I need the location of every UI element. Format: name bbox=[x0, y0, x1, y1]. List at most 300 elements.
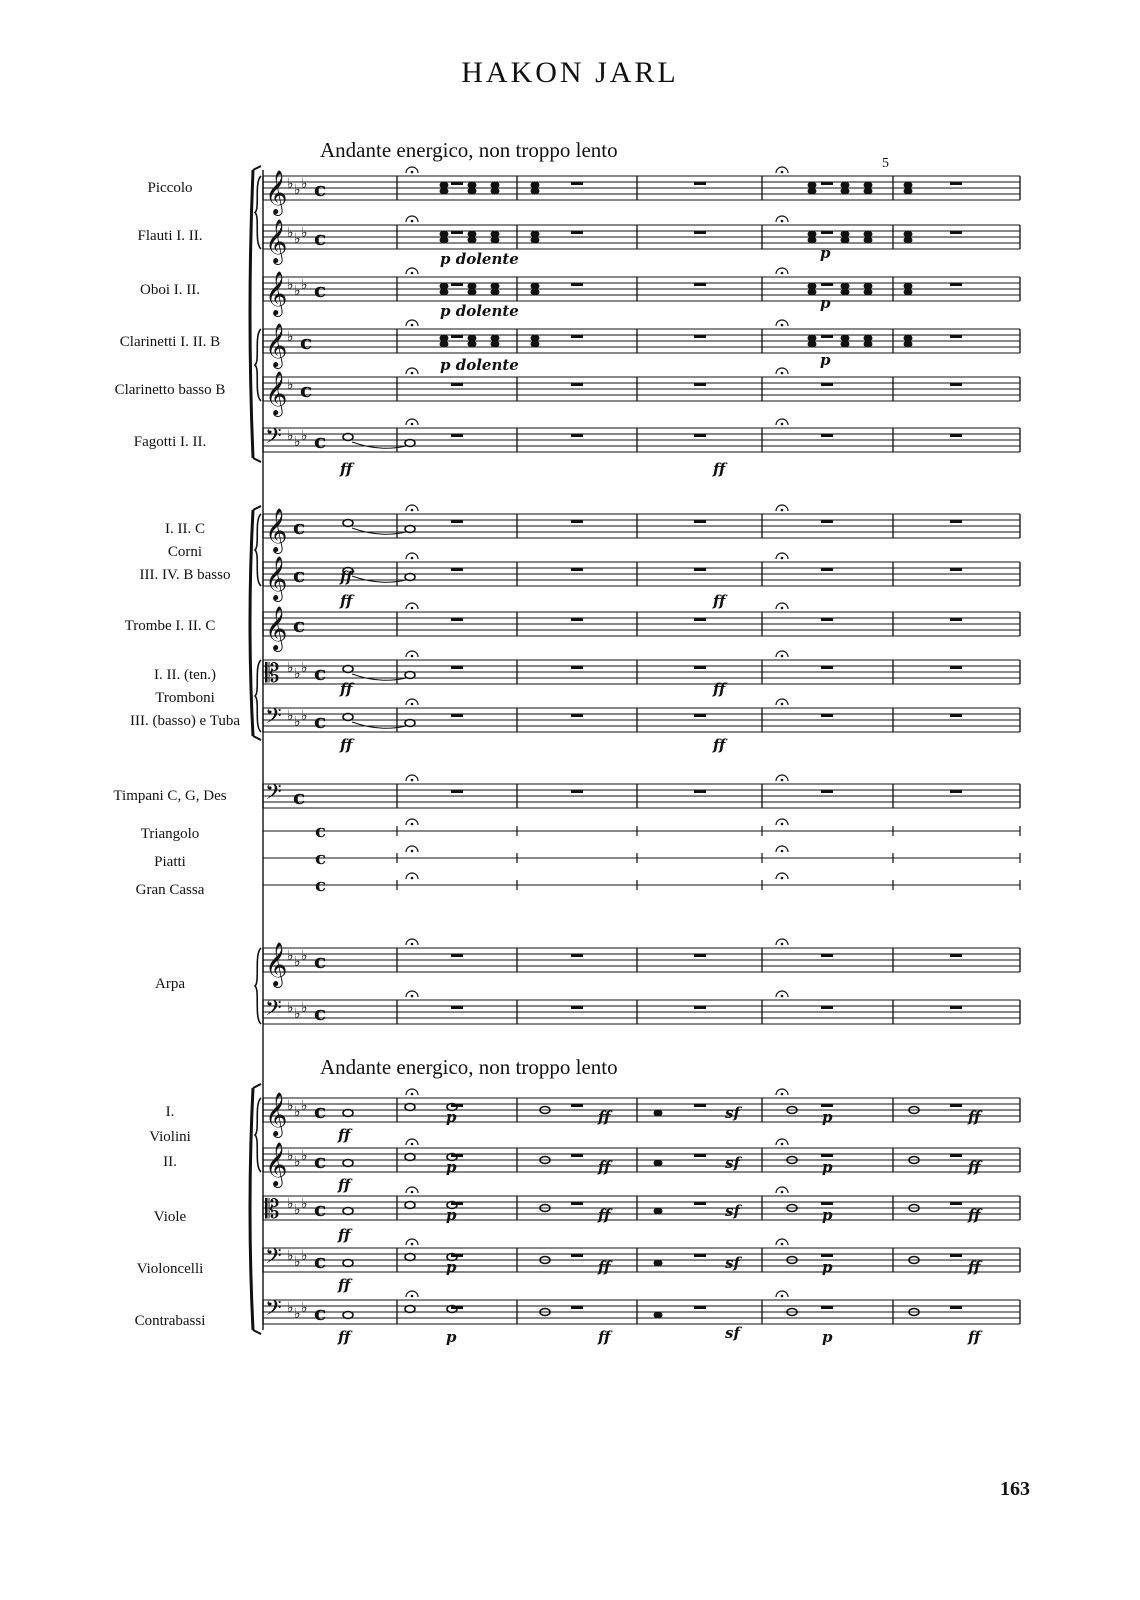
note-head bbox=[491, 335, 500, 342]
dynamic-marking: ff bbox=[340, 736, 353, 754]
rest bbox=[451, 434, 463, 437]
rest bbox=[950, 1202, 962, 1205]
clef-g: 𝄞 bbox=[265, 1142, 288, 1186]
flat-sign: ♭ bbox=[294, 231, 301, 247]
rest bbox=[694, 1006, 706, 1009]
dynamic-marking: p bbox=[822, 1108, 833, 1126]
flat-sign: ♭ bbox=[301, 1098, 308, 1114]
note-head bbox=[531, 237, 540, 244]
fermata-dot bbox=[781, 1143, 784, 1146]
dynamic-marking: ff bbox=[968, 1108, 981, 1126]
fermata-dot bbox=[411, 372, 414, 375]
rest bbox=[950, 1254, 962, 1257]
flat-sign: ♭ bbox=[294, 954, 301, 970]
dynamic-marking: sf bbox=[725, 1154, 740, 1172]
rest bbox=[694, 714, 706, 717]
note-head bbox=[904, 237, 913, 244]
rest bbox=[571, 1104, 583, 1107]
dynamic-marking: p bbox=[446, 1328, 457, 1346]
note-head bbox=[491, 188, 500, 195]
label-corni-3: III. IV. B basso bbox=[139, 567, 231, 583]
clef-g: 𝄞 bbox=[265, 219, 288, 263]
clef-c: 𝄡 bbox=[265, 659, 280, 689]
fermata-dot bbox=[411, 607, 414, 610]
rest bbox=[821, 666, 833, 669]
time-signature: c bbox=[293, 515, 306, 539]
note-head bbox=[904, 231, 913, 238]
rest bbox=[694, 666, 706, 669]
rest bbox=[694, 182, 706, 185]
flat-sign: ♭ bbox=[294, 283, 301, 299]
dolente-marking: p dolente bbox=[440, 356, 519, 374]
note-head bbox=[864, 341, 873, 348]
rest bbox=[571, 182, 583, 185]
flat-sign: ♭ bbox=[301, 428, 308, 444]
dynamic-marking: sf bbox=[725, 1324, 740, 1342]
label-arpa: Arpa bbox=[155, 976, 185, 992]
note-head bbox=[808, 188, 817, 195]
dynamic-marking: p bbox=[446, 1206, 457, 1224]
note-head bbox=[531, 231, 540, 238]
note-head bbox=[654, 1110, 663, 1117]
rest bbox=[451, 283, 463, 286]
rest bbox=[694, 231, 706, 234]
dynamic-marking: sf bbox=[725, 1254, 740, 1272]
dynamic-marking: ff bbox=[338, 1176, 351, 1194]
note-head bbox=[468, 283, 477, 290]
dynamic-marking: ff bbox=[713, 592, 726, 610]
brace-trombones bbox=[255, 660, 261, 732]
note-head bbox=[808, 237, 817, 244]
note-head bbox=[841, 237, 850, 244]
flat-sign: ♭ bbox=[287, 660, 294, 676]
note-head bbox=[864, 182, 873, 189]
flat-sign: ♭ bbox=[301, 225, 308, 241]
time-signature: c bbox=[314, 226, 327, 250]
note-head bbox=[468, 335, 477, 342]
measure-number: 5 bbox=[882, 156, 889, 171]
fermata-dot bbox=[411, 1191, 414, 1194]
fermata-dot bbox=[781, 171, 784, 174]
dynamic-marking: ff bbox=[340, 568, 353, 586]
fermata-dot bbox=[411, 823, 414, 826]
flat-sign: ♭ bbox=[287, 277, 294, 293]
rest bbox=[821, 182, 833, 185]
tempo-marking-top: Andante energico, non troppo lento bbox=[320, 138, 618, 162]
time-signature: c bbox=[293, 613, 306, 637]
fermata-dot bbox=[781, 1191, 784, 1194]
rest bbox=[571, 666, 583, 669]
flat-sign: ♭ bbox=[287, 176, 294, 192]
flat-sign: ♭ bbox=[294, 666, 301, 682]
rest bbox=[694, 383, 706, 386]
label-oboi: Oboi I. II. bbox=[140, 282, 200, 298]
dynamic-marking: ff bbox=[968, 1328, 981, 1346]
note-head bbox=[440, 289, 449, 296]
fermata-dot bbox=[781, 943, 784, 946]
note-head bbox=[904, 335, 913, 342]
rest bbox=[950, 568, 962, 571]
tie bbox=[352, 674, 406, 680]
rest bbox=[950, 1006, 962, 1009]
rest bbox=[451, 182, 463, 185]
note-head bbox=[841, 188, 850, 195]
rest bbox=[451, 666, 463, 669]
fermata-dot bbox=[781, 372, 784, 375]
bracket-woodwinds-hook bbox=[253, 166, 261, 170]
flat-sign: ♭ bbox=[301, 708, 308, 724]
fermata-dot bbox=[411, 703, 414, 706]
fermata-dot bbox=[411, 1243, 414, 1246]
label-trombe: Trombe I. II. C bbox=[124, 618, 216, 634]
time-signature: c bbox=[300, 330, 313, 354]
rest bbox=[571, 1306, 583, 1309]
rest bbox=[821, 714, 833, 717]
dynamic-marking: p bbox=[822, 1328, 833, 1346]
rest bbox=[451, 714, 463, 717]
fermata-dot bbox=[781, 272, 784, 275]
fermata-dot bbox=[411, 557, 414, 560]
brace-clarinets bbox=[255, 329, 261, 401]
label-fagotti: Fagotti I. II. bbox=[133, 434, 207, 450]
dynamic-marking: ff bbox=[598, 1258, 611, 1276]
note-head bbox=[904, 341, 913, 348]
dynamic-marking: p bbox=[822, 1206, 833, 1224]
label-corni-2: Corni bbox=[167, 544, 203, 560]
rest bbox=[694, 1154, 706, 1157]
rest bbox=[821, 1202, 833, 1205]
rest bbox=[694, 520, 706, 523]
note-head bbox=[440, 341, 449, 348]
score-title: HAKON JARL bbox=[461, 56, 679, 89]
fermata-dot bbox=[781, 1093, 784, 1096]
note-head bbox=[904, 283, 913, 290]
dynamic-marking: p bbox=[446, 1158, 457, 1176]
rest bbox=[571, 714, 583, 717]
flat-sign: ♭ bbox=[294, 1154, 301, 1170]
page-number: 163 bbox=[1000, 1478, 1030, 1500]
time-signature: c bbox=[314, 1099, 327, 1123]
time-signature: c bbox=[314, 429, 327, 453]
rest bbox=[694, 1104, 706, 1107]
time-signature: c bbox=[314, 1001, 327, 1025]
flat-sign: ♭ bbox=[301, 1148, 308, 1164]
rest bbox=[451, 1006, 463, 1009]
dynamic-marking: ff bbox=[340, 460, 353, 478]
dynamic-marking: ff bbox=[338, 1226, 351, 1244]
rest bbox=[950, 666, 962, 669]
rest bbox=[950, 520, 962, 523]
fermata-dot bbox=[781, 1243, 784, 1246]
note-head bbox=[491, 237, 500, 244]
note-head bbox=[531, 283, 540, 290]
dynamic-marking: ff bbox=[598, 1158, 611, 1176]
flat-sign: ♭ bbox=[294, 1104, 301, 1120]
rest bbox=[571, 954, 583, 957]
clef-f: 𝄢 bbox=[265, 424, 282, 454]
flat-sign: ♭ bbox=[301, 660, 308, 676]
clef-f: 𝄢 bbox=[265, 1244, 282, 1274]
fermata-dot bbox=[411, 1295, 414, 1298]
fermata-dot bbox=[781, 557, 784, 560]
note-head bbox=[808, 341, 817, 348]
rest bbox=[571, 1202, 583, 1205]
note-head bbox=[468, 182, 477, 189]
note-head bbox=[440, 231, 449, 238]
label-viole: Viole bbox=[153, 1209, 187, 1225]
fermata-dot bbox=[411, 509, 414, 512]
flat-sign: ♭ bbox=[301, 1196, 308, 1212]
flat-sign: ♭ bbox=[301, 1000, 308, 1016]
note-head bbox=[904, 188, 913, 195]
rest bbox=[950, 954, 962, 957]
tempo-marking-strings: Andante energico, non troppo lento bbox=[320, 1055, 618, 1079]
dynamic-marking: ff bbox=[713, 680, 726, 698]
note-head bbox=[864, 237, 873, 244]
note-head bbox=[841, 182, 850, 189]
time-signature: c bbox=[314, 1149, 327, 1173]
fermata-dot bbox=[781, 607, 784, 610]
note-head bbox=[864, 289, 873, 296]
note-head bbox=[808, 182, 817, 189]
dynamic-marking: ff bbox=[340, 592, 353, 610]
rest bbox=[821, 954, 833, 957]
label-tromboni-2: Tromboni bbox=[155, 690, 215, 706]
fermata-dot bbox=[781, 779, 784, 782]
bracket-strings-hook bbox=[253, 1084, 261, 1088]
fermata-dot bbox=[781, 324, 784, 327]
label-triangolo: Triangolo bbox=[140, 826, 200, 842]
rest bbox=[950, 283, 962, 286]
rest bbox=[950, 1154, 962, 1157]
clef-g: 𝄞 bbox=[265, 371, 288, 415]
time-signature: c bbox=[315, 821, 326, 842]
note-head bbox=[864, 335, 873, 342]
rest bbox=[821, 520, 833, 523]
note-head bbox=[468, 231, 477, 238]
rest bbox=[821, 335, 833, 338]
note-head bbox=[531, 182, 540, 189]
rest bbox=[451, 520, 463, 523]
flat-sign: ♭ bbox=[287, 428, 294, 444]
time-signature: c bbox=[314, 709, 327, 733]
rest bbox=[694, 335, 706, 338]
flat-sign: ♭ bbox=[287, 1196, 294, 1212]
rest bbox=[821, 283, 833, 286]
rest bbox=[950, 383, 962, 386]
rest bbox=[694, 954, 706, 957]
note-head bbox=[440, 188, 449, 195]
note-head bbox=[440, 182, 449, 189]
rest bbox=[821, 383, 833, 386]
flat-sign: ♭ bbox=[287, 1000, 294, 1016]
note-head bbox=[654, 1260, 663, 1267]
rest bbox=[451, 335, 463, 338]
rest bbox=[571, 1006, 583, 1009]
fermata-dot bbox=[411, 850, 414, 853]
note-head bbox=[491, 182, 500, 189]
dolente-marking: p dolente bbox=[440, 250, 519, 268]
note-head bbox=[468, 289, 477, 296]
rest bbox=[694, 1306, 706, 1309]
flat-sign: ♭ bbox=[287, 948, 294, 964]
label-piatti: Piatti bbox=[154, 854, 186, 870]
label-contrabassi: Contrabassi bbox=[134, 1313, 206, 1329]
note-head bbox=[654, 1160, 663, 1167]
bracket-woodwinds-hook bbox=[253, 458, 261, 462]
flat-sign: ♭ bbox=[287, 225, 294, 241]
dynamic-marking: p bbox=[822, 1258, 833, 1276]
tie bbox=[352, 528, 406, 534]
flat-sign: ♭ bbox=[294, 434, 301, 450]
bracket-strings-hook bbox=[253, 1330, 261, 1334]
tie bbox=[352, 576, 406, 582]
label-clarinetto-basso: Clarinetto basso B bbox=[114, 382, 226, 398]
rest bbox=[451, 231, 463, 234]
clef-f: 𝄢 bbox=[265, 780, 282, 810]
note-head bbox=[531, 188, 540, 195]
rest bbox=[451, 568, 463, 571]
dynamic-marking: p bbox=[446, 1108, 457, 1126]
rest bbox=[821, 790, 833, 793]
dynamic-marking: p bbox=[820, 244, 831, 262]
bracket-strings bbox=[250, 1088, 253, 1330]
fermata-dot bbox=[411, 272, 414, 275]
note-head bbox=[468, 188, 477, 195]
note-head bbox=[440, 237, 449, 244]
flat-sign: ♭ bbox=[287, 1098, 294, 1114]
label-tromboni-3: III. (basso) e Tuba bbox=[130, 713, 240, 729]
flat-sign: ♭ bbox=[301, 277, 308, 293]
note-head bbox=[531, 335, 540, 342]
rest bbox=[821, 1154, 833, 1157]
fermata-dot bbox=[411, 779, 414, 782]
dynamic-marking: ff bbox=[598, 1206, 611, 1224]
clef-g: 𝄞 bbox=[265, 271, 288, 315]
clef-g: 𝄞 bbox=[265, 942, 288, 986]
rest bbox=[694, 1202, 706, 1205]
note-head bbox=[841, 289, 850, 296]
label-flauti: Flauti I. II. bbox=[137, 228, 203, 244]
rest bbox=[451, 618, 463, 621]
fermata-dot bbox=[411, 171, 414, 174]
fermata-dot bbox=[411, 423, 414, 426]
rest bbox=[571, 1254, 583, 1257]
note-head bbox=[841, 335, 850, 342]
time-signature: c bbox=[293, 785, 306, 809]
dynamic-marking: ff bbox=[713, 460, 726, 478]
rest bbox=[571, 618, 583, 621]
time-signature: c bbox=[300, 378, 313, 402]
rest bbox=[571, 383, 583, 386]
fermata-dot bbox=[781, 877, 784, 880]
label-violini-1: I. bbox=[165, 1104, 175, 1120]
label-timpani: Timpani C, G, Des bbox=[113, 788, 227, 804]
rest bbox=[571, 1154, 583, 1157]
bracket-brass bbox=[250, 510, 253, 736]
rest bbox=[950, 231, 962, 234]
time-signature: c bbox=[314, 1197, 327, 1221]
dynamic-marking: p bbox=[822, 1158, 833, 1176]
dynamic-marking: ff bbox=[338, 1328, 351, 1346]
rest bbox=[950, 714, 962, 717]
note-head bbox=[841, 283, 850, 290]
note-head bbox=[491, 283, 500, 290]
label-violini-2: Violini bbox=[149, 1129, 191, 1145]
fermata-dot bbox=[411, 220, 414, 223]
clef-g: 𝄞 bbox=[265, 606, 288, 650]
time-signature: c bbox=[314, 949, 327, 973]
rest bbox=[950, 790, 962, 793]
fermata-dot bbox=[781, 1295, 784, 1298]
flat-sign: ♭ bbox=[287, 1248, 294, 1264]
rest bbox=[451, 790, 463, 793]
flat-sign: ♭ bbox=[301, 1248, 308, 1264]
label-violoncelli: Violoncelli bbox=[136, 1261, 204, 1277]
rest bbox=[451, 954, 463, 957]
note-head bbox=[491, 231, 500, 238]
dynamic-marking: p bbox=[820, 294, 831, 312]
time-signature: c bbox=[314, 1301, 327, 1325]
flat-sign: ♭ bbox=[294, 182, 301, 198]
rest bbox=[821, 1306, 833, 1309]
dynamic-marking: ff bbox=[338, 1126, 351, 1144]
clef-c: 𝄡 bbox=[265, 1195, 280, 1225]
clef-g: 𝄞 bbox=[265, 508, 288, 552]
dynamic-marking: ff bbox=[598, 1328, 611, 1346]
note-head bbox=[864, 283, 873, 290]
note-head bbox=[904, 182, 913, 189]
brace-violins bbox=[255, 1098, 261, 1172]
clef-g: 𝄞 bbox=[265, 170, 288, 214]
flat-sign: ♭ bbox=[301, 1300, 308, 1316]
fermata-dot bbox=[781, 850, 784, 853]
rest bbox=[694, 1254, 706, 1257]
time-signature: c bbox=[314, 661, 327, 685]
rest bbox=[950, 434, 962, 437]
fermata-dot bbox=[781, 995, 784, 998]
fermata-dot bbox=[781, 703, 784, 706]
dynamic-marking: ff bbox=[598, 1108, 611, 1126]
rest bbox=[821, 568, 833, 571]
note-head bbox=[808, 289, 817, 296]
fermata-dot bbox=[781, 220, 784, 223]
flat-sign: ♭ bbox=[294, 1306, 301, 1322]
bracket-brass-hook bbox=[253, 506, 261, 510]
time-signature: c bbox=[314, 278, 327, 302]
label-corni-1: I. II. C bbox=[165, 521, 205, 537]
clef-f: 𝄢 bbox=[265, 996, 282, 1026]
fermata-dot bbox=[781, 423, 784, 426]
dynamic-marking: ff bbox=[968, 1258, 981, 1276]
clef-f: 𝄢 bbox=[265, 1296, 282, 1326]
dynamic-marking: sf bbox=[725, 1104, 740, 1122]
time-signature: c bbox=[315, 875, 326, 896]
dynamic-marking: ff bbox=[968, 1206, 981, 1224]
rest bbox=[821, 1006, 833, 1009]
note-head bbox=[468, 237, 477, 244]
note-head bbox=[808, 283, 817, 290]
clef-g: 𝄞 bbox=[265, 323, 288, 367]
note-head bbox=[841, 341, 850, 348]
note-head bbox=[654, 1312, 663, 1319]
dynamic-marking: ff bbox=[968, 1158, 981, 1176]
flat-sign: ♭ bbox=[287, 1300, 294, 1316]
note-head bbox=[808, 335, 817, 342]
dynamic-marking: sf bbox=[725, 1202, 740, 1220]
dynamic-marking: ff bbox=[340, 680, 353, 698]
note-head bbox=[491, 341, 500, 348]
